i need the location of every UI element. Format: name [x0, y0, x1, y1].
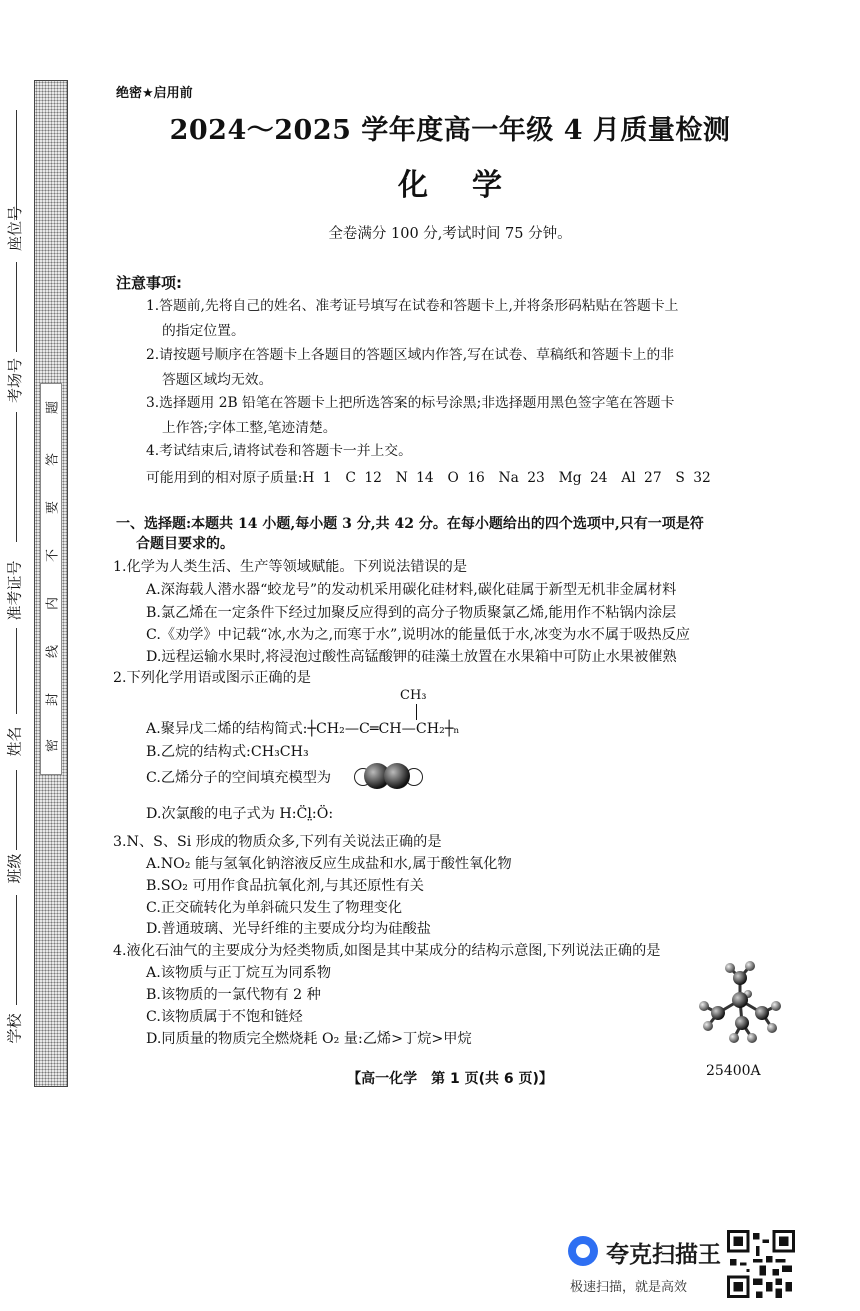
seal-char: 题 [45, 401, 61, 415]
section-line: 一、选择题:本题共 14 小题,每小题 3 分,共 42 分。在每小题给出的四个选项中,只有一项是符 [116, 516, 704, 532]
scanner-name: 夸克扫描王 [606, 1242, 721, 1268]
note-line: 4.考试结束后,请将试卷和答题卡一并上交。 [146, 443, 412, 459]
note-item [146, 343, 786, 393]
option: A.聚异戊二烯的结构简式:┼CH₂—C═CH—CH₂┼ₙ [146, 721, 460, 737]
note-line-cont: 上作答;字体工整,笔迹清楚。 [162, 420, 337, 436]
option: B.该物质的一氯代物有 2 种 [146, 987, 321, 1003]
question-stem: 1.化学为人类生活、生产等领域赋能。下列说法错误的是 [113, 559, 468, 575]
methyl-group: CH₃ [400, 688, 427, 703]
name-label: 姓名 [5, 726, 24, 757]
fill-line [16, 895, 17, 1005]
page-title: 2024～2025 学年度高一年级 4 月质量检测 [169, 115, 731, 146]
scanner-slogan: 极速扫描，就是高效 [570, 1280, 688, 1295]
fill-line [16, 262, 17, 352]
atomic-masses: 可能用到的相对原子质量:H 1 C 12 N 14 O 16 Na 23 Mg 24 Al 27 S 32 [146, 470, 711, 486]
school-label: 学校 [5, 1013, 24, 1044]
option: B.乙烷的结构式:CH₃CH₃ [146, 744, 309, 760]
seal-char: 内 [45, 597, 61, 611]
fill-line [16, 110, 17, 220]
seal-char: 线 [45, 645, 61, 659]
option: C.乙烯分子的空间填充模型为 [146, 770, 332, 786]
option: D.普通玻璃、光导纤维的主要成分均为硅酸盐 [146, 921, 431, 937]
option: B.氯乙烯在一定条件下经过加聚反应得到的高分子物质聚氯乙烯,能用作不粘锅内涂层 [146, 605, 677, 621]
notes-heading: 注意事项: [116, 274, 182, 292]
seal-char: 密 [45, 739, 61, 753]
note-line: 2.请按题号顺序在答题卡上各题目的答题区域内作答,写在试卷、草稿纸和答题卡上的非 [146, 347, 675, 363]
paper-code: 25400A [706, 1063, 761, 1079]
option: C.《劝学》中记载“冰,水为之,而寒于水”,说明冰的能量低于水,冰变为水不属于吸热反应 [146, 627, 690, 643]
seal-char: 要 [45, 501, 61, 515]
class-label: 班级 [5, 853, 24, 884]
note-item [146, 391, 786, 441]
section-line-cont: 合题目要求的。 [136, 536, 234, 552]
option: D.远程运输水果时,将浸泡过酸性高锰酸钾的硅藻土放置在水果箱中可防止水果被催熟 [146, 649, 677, 665]
note-line: 3.选择题用 2B 铅笔在答题卡上把所选答案的标号涂黑;非选择题用黑色签字笔在答题卡 [146, 395, 675, 411]
note-line-cont: 的指定位置。 [162, 323, 245, 339]
carbon-atom [384, 763, 410, 789]
option: D.同质量的物质完全燃烧耗 O₂ 量:乙烯>丁烷>甲烷 [146, 1031, 472, 1047]
seal-char: 答 [45, 453, 61, 467]
option: B.SO₂ 可用作食品抗氧化剂,与其还原性有关 [146, 878, 424, 894]
note-line-cont: 答题区域均无效。 [162, 372, 273, 388]
option: A.该物质与正丁烷互为同系物 [146, 965, 332, 981]
option: A.深海载人潜水器“蛟龙号”的发动机采用碳化硅材料,碳化硅属于新型无机非金属材料 [146, 582, 677, 598]
secret-mark: 绝密★启用前 [116, 86, 193, 101]
seal-line [40, 383, 62, 775]
note-item [146, 294, 786, 344]
molecule-model-icon [690, 958, 790, 1058]
option: C.该物质属于不饱和链烃 [146, 1009, 303, 1025]
question-stem: 3.N、S、Si 形成的物质众多,下列有关说法正确的是 [113, 834, 442, 850]
note-item [146, 439, 786, 464]
option: C.正交硫转化为单斜硫只发生了物理变化 [146, 900, 403, 916]
fill-line [16, 628, 17, 714]
question-stem: 4.液化石油气的主要成分为烃类物质,如图是其中某成分的结构示意图,下列说法正确的是 [113, 943, 661, 959]
option: D.次氯酸的电子式为 H:C̈l̤:Ö: [146, 806, 334, 822]
fill-line [16, 770, 17, 850]
qr-code-icon [727, 1230, 795, 1298]
section-heading [116, 514, 786, 554]
subject-text: 化学 [398, 168, 546, 203]
subject-title [100, 160, 800, 204]
ticket-number-label: 准考证号 [5, 560, 24, 621]
scanner-logo-inner [576, 1244, 590, 1258]
note-line: 1.答题前,先将自己的姓名、准考证号填写在试卷和答题卡上,并将条形码粘贴在答题卡上 [146, 298, 679, 314]
question-stem: 2.下列化学用语或图示正确的是 [113, 670, 311, 686]
exam-room-label: 考场号 [6, 357, 25, 404]
page-footer: 【高一化学 第 1 页(共 6 页)】 [347, 1071, 553, 1087]
score-line: 全卷满分 100 分,考试时间 75 分钟。 [328, 226, 572, 242]
seat-label: 座位号 [6, 205, 25, 252]
seal-char: 不 [45, 549, 61, 563]
fill-line [16, 412, 17, 542]
seal-char: 封 [45, 693, 61, 707]
option: A.NO₂ 能与氢氧化钠溶液反应生成盐和水,属于酸性氧化物 [146, 856, 512, 872]
